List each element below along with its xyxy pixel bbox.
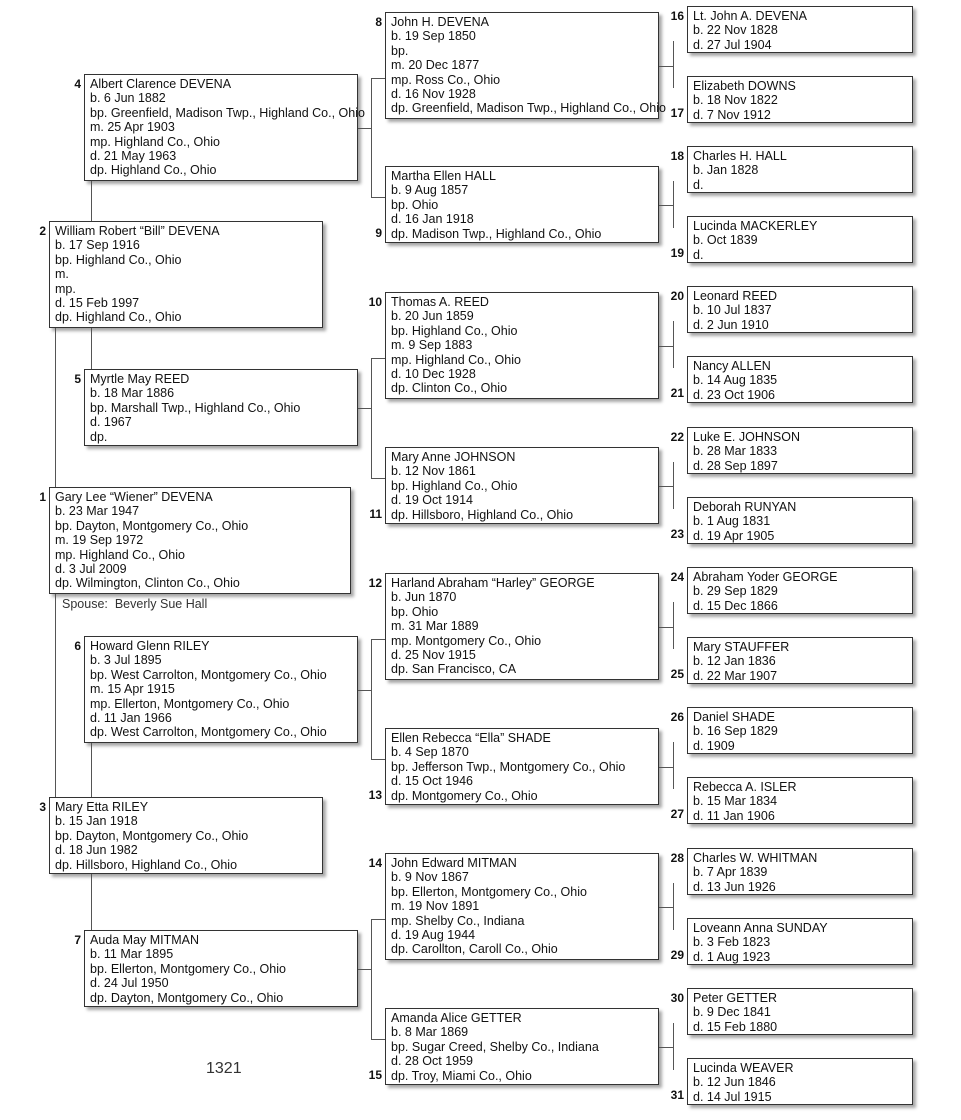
person-box-29 (687, 918, 913, 965)
person-box-28 (687, 848, 913, 895)
person-detail: mp. Highland Co., Ohio (391, 352, 521, 367)
person-detail: mp. Shelby Co., Indiana (391, 913, 525, 928)
connector-line (371, 478, 385, 479)
person-box-23 (687, 497, 913, 544)
person-number: 15 (368, 1068, 382, 1082)
person-name: Loveann Anna SUNDAY (693, 921, 828, 935)
person-detail: dp. (90, 429, 108, 444)
person-box-13 (385, 728, 659, 805)
person-number: 5 (74, 372, 81, 386)
person-detail: b. 4 Sep 1870 (391, 745, 469, 760)
connector-line (673, 462, 674, 509)
person-detail: d. 19 Apr 1905 (693, 528, 775, 543)
person-number: 20 (670, 289, 684, 303)
person-detail: mp. Montgomery Co., Ohio (391, 633, 542, 648)
person-detail: b. 6 Jun 1882 (90, 91, 166, 106)
person-number: 16 (670, 9, 684, 23)
person-detail: m. 25 Apr 1903 (90, 120, 175, 135)
person-number: 11 (369, 507, 382, 521)
person-box-30 (687, 988, 913, 1035)
person-detail: d. 15 Oct 1946 (391, 774, 474, 789)
person-name: Howard Glenn RILEY (90, 639, 210, 653)
person-detail: bp. Marshall Twp., Highland Co., Ohio (90, 400, 301, 415)
person-detail: m. 19 Nov 1891 (391, 899, 480, 914)
connector-line (659, 346, 673, 347)
person-number: 22 (670, 430, 684, 444)
person-number: 12 (368, 576, 382, 590)
person-box-10 (385, 292, 659, 399)
person-number: 19 (670, 246, 684, 260)
connector-line (371, 919, 372, 1039)
person-box-15 (385, 1008, 659, 1085)
person-number: 27 (670, 807, 684, 821)
person-detail: dp. Highland Co., Ohio (90, 163, 217, 178)
person-box-26 (687, 707, 913, 754)
person-name: Elizabeth DOWNS (693, 79, 796, 93)
person-detail: b. 18 Nov 1822 (693, 93, 778, 108)
person-detail: bp. Highland Co., Ohio (391, 323, 518, 338)
person-detail: d. 15 Feb 1880 (693, 1019, 778, 1034)
person-detail: d. 19 Oct 1914 (391, 493, 474, 508)
person-name: Abraham Yoder GEORGE (693, 570, 838, 584)
person-detail: dp. Hillsboro, Highland Co., Ohio (55, 857, 238, 872)
person-detail: bp. Sugar Creed, Shelby Co., Indiana (391, 1039, 599, 1054)
person-name: Mary Anne JOHNSON (391, 450, 516, 464)
person-detail: b. 15 Jan 1918 (55, 814, 138, 829)
person-number: 7 (74, 933, 81, 947)
person-number: 6 (74, 639, 81, 653)
connector-line (371, 1039, 385, 1040)
person-detail: bp. Highland Co., Ohio (391, 478, 518, 493)
person-number: 8 (375, 15, 382, 29)
person-detail: d. 28 Sep 1897 (693, 458, 778, 473)
person-detail: dp. Highland Co., Ohio (55, 310, 182, 325)
connector-line (659, 627, 673, 628)
person-box-31 (687, 1058, 913, 1105)
connector-line (673, 1023, 674, 1070)
person-detail: d. 16 Jan 1918 (391, 212, 474, 227)
connector-line (55, 594, 56, 797)
person-detail: d. (693, 177, 704, 192)
connector-line (673, 181, 674, 228)
person-detail: d. 11 Jan 1966 (90, 711, 172, 726)
person-detail: b. Oct 1839 (693, 233, 758, 248)
person-name: John Edward MITMAN (391, 856, 517, 870)
person-detail: d. 22 Mar 1907 (693, 668, 778, 683)
person-name: Harland Abraham “Harley” GEORGE (391, 576, 595, 590)
person-name: Daniel SHADE (693, 710, 775, 724)
person-box-18 (687, 146, 913, 193)
person-number: 18 (670, 149, 684, 163)
person-box-20 (687, 286, 913, 333)
person-number: 30 (670, 991, 684, 1005)
person-detail: d. 16 Nov 1928 (391, 87, 476, 102)
person-detail: b. 11 Mar 1895 (90, 947, 174, 962)
person-name: Charles W. WHITMAN (693, 851, 818, 865)
person-box-5 (84, 369, 358, 446)
person-number: 14 (368, 856, 382, 870)
person-number: 21 (670, 386, 684, 400)
person-detail: m. 19 Sep 1972 (55, 533, 144, 548)
connector-line (659, 486, 673, 487)
person-detail: d. 13 Jun 1926 (693, 879, 776, 894)
person-name: Auda May MITMAN (90, 933, 200, 947)
person-box-17 (687, 76, 913, 123)
connector-line (659, 66, 673, 67)
person-box-11 (385, 447, 659, 524)
connector-line (371, 78, 385, 79)
person-detail: b. 29 Sep 1829 (693, 584, 778, 599)
person-name: Charles H. HALL (693, 149, 787, 163)
person-number: 29 (670, 948, 684, 962)
person-detail: b. 10 Jul 1837 (693, 303, 772, 318)
person-detail: b. 28 Mar 1833 (693, 444, 778, 459)
person-detail: dp. Madison Twp., Highland Co., Ohio (391, 226, 602, 241)
connector-line (371, 639, 385, 640)
person-name: William Robert “Bill” DEVENA (55, 224, 220, 238)
person-name: Gary Lee “Wiener” DEVENA (55, 490, 213, 504)
person-detail: dp. Greenfield, Madison Twp., Highland Co., Ohio (391, 101, 666, 116)
connector-line (91, 874, 92, 930)
person-name: Amanda Alice GETTER (391, 1011, 522, 1025)
spouse-label: Spouse: (62, 597, 108, 611)
connector-line (659, 767, 673, 768)
person-box-8 (385, 12, 666, 119)
person-detail: b. 15 Mar 1834 (693, 794, 778, 809)
person-box-12 (385, 573, 659, 680)
person-detail: b. 12 Nov 1861 (391, 464, 476, 479)
person-detail: m. 20 Dec 1877 (391, 58, 480, 73)
person-box-2 (49, 221, 323, 328)
person-box-27 (687, 777, 913, 824)
person-detail: b. 18 Mar 1886 (90, 386, 175, 401)
person-detail: bp. Jefferson Twp., Montgomery Co., Ohio (391, 759, 626, 774)
connector-line (91, 328, 92, 369)
person-number: 23 (670, 527, 684, 541)
person-box-25 (687, 637, 913, 684)
person-detail: bp. (391, 43, 409, 58)
person-box-4 (84, 74, 365, 181)
person-name: Lucinda WEAVER (693, 1061, 794, 1075)
person-box-1 (49, 487, 351, 594)
person-detail: d. 2 Jun 1910 (693, 317, 769, 332)
person-detail: b. 22 Nov 1828 (693, 23, 778, 38)
connector-line (91, 181, 92, 221)
person-detail: mp. (55, 281, 76, 296)
person-name: Martha Ellen HALL (391, 169, 496, 183)
person-name: Leonard REED (693, 289, 778, 303)
connector-line (659, 205, 673, 206)
person-name: Peter GETTER (693, 991, 778, 1005)
person-name: John H. DEVENA (391, 15, 489, 29)
person-detail: bp. Highland Co., Ohio (55, 252, 182, 267)
person-detail: bp. Ohio (391, 197, 439, 212)
person-detail: b. 9 Dec 1841 (693, 1005, 771, 1020)
person-detail: b. 12 Jun 1846 (693, 1075, 776, 1090)
person-box-7 (84, 930, 358, 1007)
person-name: Mary STAUFFER (693, 640, 790, 654)
person-number: 31 (670, 1088, 684, 1102)
connector-line (371, 358, 372, 478)
person-detail: d. 24 Jul 1950 (90, 976, 169, 991)
connector-line (55, 328, 56, 487)
person-number: 24 (670, 570, 684, 584)
person-detail: b. 9 Aug 1857 (391, 183, 469, 198)
person-detail: d. 14 Jul 1915 (693, 1089, 772, 1104)
person-detail: dp. Clinton Co., Ohio (391, 381, 508, 396)
page-number: 1321 (206, 1060, 242, 1077)
person-detail: dp. Montgomery Co., Ohio (391, 788, 538, 803)
person-detail: m. 9 Sep 1883 (391, 338, 473, 353)
person-detail: b. 19 Sep 1850 (391, 29, 476, 44)
connector-line (371, 358, 385, 359)
person-detail: m. 31 Mar 1889 (391, 619, 479, 634)
person-name: Albert Clarence DEVENA (90, 77, 232, 91)
connector-line (358, 690, 371, 691)
person-detail: b. 12 Jan 1836 (693, 654, 776, 669)
person-detail: mp. Ellerton, Montgomery Co., Ohio (90, 696, 290, 711)
connector-line (358, 969, 371, 970)
person-detail: bp. Ellerton, Montgomery Co., Ohio (90, 961, 286, 976)
person-detail: dp. West Carrolton, Montgomery Co., Ohio (90, 725, 327, 740)
person-detail: d. 10 Dec 1928 (391, 367, 476, 382)
connector-line (673, 41, 674, 88)
person-name: Ellen Rebecca “Ella” SHADE (391, 731, 551, 745)
connector-line (371, 197, 385, 198)
person-number: 4 (74, 77, 81, 91)
connector-line (673, 321, 674, 368)
person-detail: b. 23 Mar 1947 (55, 504, 140, 519)
person-name: Lucinda MACKERLEY (693, 219, 818, 233)
person-box-16 (687, 6, 913, 53)
person-detail: dp. Hillsboro, Highland Co., Ohio (391, 507, 574, 522)
person-detail: b. 3 Jul 1895 (90, 653, 162, 668)
person-detail: b. 20 Jun 1859 (391, 309, 474, 324)
person-detail: d. 15 Feb 1997 (55, 296, 140, 311)
person-box-6 (84, 636, 358, 743)
person-number: 10 (368, 295, 382, 309)
person-detail: b. 8 Mar 1869 (391, 1025, 469, 1040)
person-detail: bp. Ellerton, Montgomery Co., Ohio (391, 884, 587, 899)
person-detail: d. 7 Nov 1912 (693, 107, 771, 122)
person-detail: mp. Highland Co., Ohio (90, 134, 220, 149)
connector-line (371, 759, 385, 760)
person-box-14 (385, 853, 659, 960)
person-box-3 (49, 797, 323, 874)
person-detail: mp. Highland Co., Ohio (55, 547, 185, 562)
person-number: 25 (670, 667, 684, 681)
person-detail: d. 19 Aug 1944 (391, 928, 476, 943)
person-detail: b. 1 Aug 1831 (693, 514, 771, 529)
connector-line (371, 78, 372, 197)
person-number: 28 (670, 851, 684, 865)
person-box-9 (385, 166, 659, 243)
person-detail: b. Jan 1828 (693, 163, 759, 178)
person-detail: b. 3 Feb 1823 (693, 935, 771, 950)
spouse-note (62, 597, 207, 611)
person-number: 17 (670, 106, 684, 120)
person-number: 13 (368, 788, 382, 802)
person-detail: d. 1 Aug 1923 (693, 949, 771, 964)
person-detail: bp. Dayton, Montgomery Co., Ohio (55, 518, 249, 533)
person-detail: d. 11 Jan 1906 (693, 808, 775, 823)
person-name: Lt. John A. DEVENA (693, 9, 807, 23)
connector-line (673, 742, 674, 789)
connector-line (371, 919, 385, 920)
person-detail: dp. Dayton, Montgomery Co., Ohio (90, 990, 284, 1005)
connector-line (358, 128, 371, 129)
person-detail: d. 25 Nov 1915 (391, 648, 476, 663)
person-detail: dp. Carollton, Caroll Co., Ohio (391, 942, 558, 957)
person-detail: m. 15 Apr 1915 (90, 682, 175, 697)
person-detail: bp. West Carrolton, Montgomery Co., Ohio (90, 667, 327, 682)
person-detail: b. 9 Nov 1867 (391, 870, 469, 885)
person-number: 9 (375, 226, 382, 240)
person-detail: d. 1909 (693, 738, 735, 753)
person-detail: bp. Ohio (391, 604, 439, 619)
person-detail: b. 16 Sep 1829 (693, 724, 778, 739)
connector-line (659, 907, 673, 908)
person-box-21 (687, 356, 913, 403)
person-name: Luke E. JOHNSON (693, 430, 800, 444)
person-detail: m. (55, 267, 69, 282)
person-detail: d. 15 Dec 1866 (693, 598, 778, 613)
person-number: 1 (39, 490, 46, 504)
person-detail: dp. San Francisco, CA (391, 662, 517, 677)
person-name: Rebecca A. ISLER (693, 780, 797, 794)
spouse-name: Beverly Sue Hall (114, 597, 208, 611)
person-detail: bp. Greenfield, Madison Twp., Highland Co., Ohio (90, 105, 365, 120)
person-detail: d. (693, 247, 704, 262)
person-name: Nancy ALLEN (693, 359, 771, 373)
connector-line (673, 883, 674, 930)
person-name: Myrtle May REED (90, 372, 190, 386)
person-number: 2 (39, 224, 46, 238)
person-box-22 (687, 427, 913, 474)
connector-line (358, 408, 371, 409)
person-box-19 (687, 216, 913, 263)
person-detail: d. 27 Jul 1904 (693, 37, 772, 52)
person-detail: b. 14 Aug 1835 (693, 373, 778, 388)
person-name: Mary Etta RILEY (55, 800, 149, 814)
person-detail: dp. Troy, Miami Co., Ohio (391, 1068, 532, 1083)
person-detail: bp. Dayton, Montgomery Co., Ohio (55, 828, 249, 843)
person-detail: dp. Wilmington, Clinton Co., Ohio (55, 576, 240, 591)
person-detail: d. 18 Jun 1982 (55, 843, 138, 858)
connector-line (659, 1047, 673, 1048)
person-detail: b. 17 Sep 1916 (55, 238, 140, 253)
person-box-24 (687, 567, 913, 614)
person-number: 26 (670, 710, 684, 724)
person-name: Deborah RUNYAN (693, 500, 797, 514)
person-detail: d. 28 Oct 1959 (391, 1054, 474, 1069)
person-detail: b. Jun 1870 (391, 590, 457, 605)
person-detail: b. 7 Apr 1839 (693, 865, 768, 880)
person-number: 3 (39, 800, 46, 814)
person-detail: d. 23 Oct 1906 (693, 387, 776, 402)
connector-line (91, 743, 92, 797)
person-detail: d. 3 Jul 2009 (55, 562, 127, 577)
person-name: Thomas A. REED (391, 295, 489, 309)
connector-line (673, 602, 674, 649)
person-detail: mp. Ross Co., Ohio (391, 72, 501, 87)
person-detail: d. 1967 (90, 415, 132, 430)
person-detail: d. 21 May 1963 (90, 149, 177, 164)
connector-line (371, 639, 372, 759)
